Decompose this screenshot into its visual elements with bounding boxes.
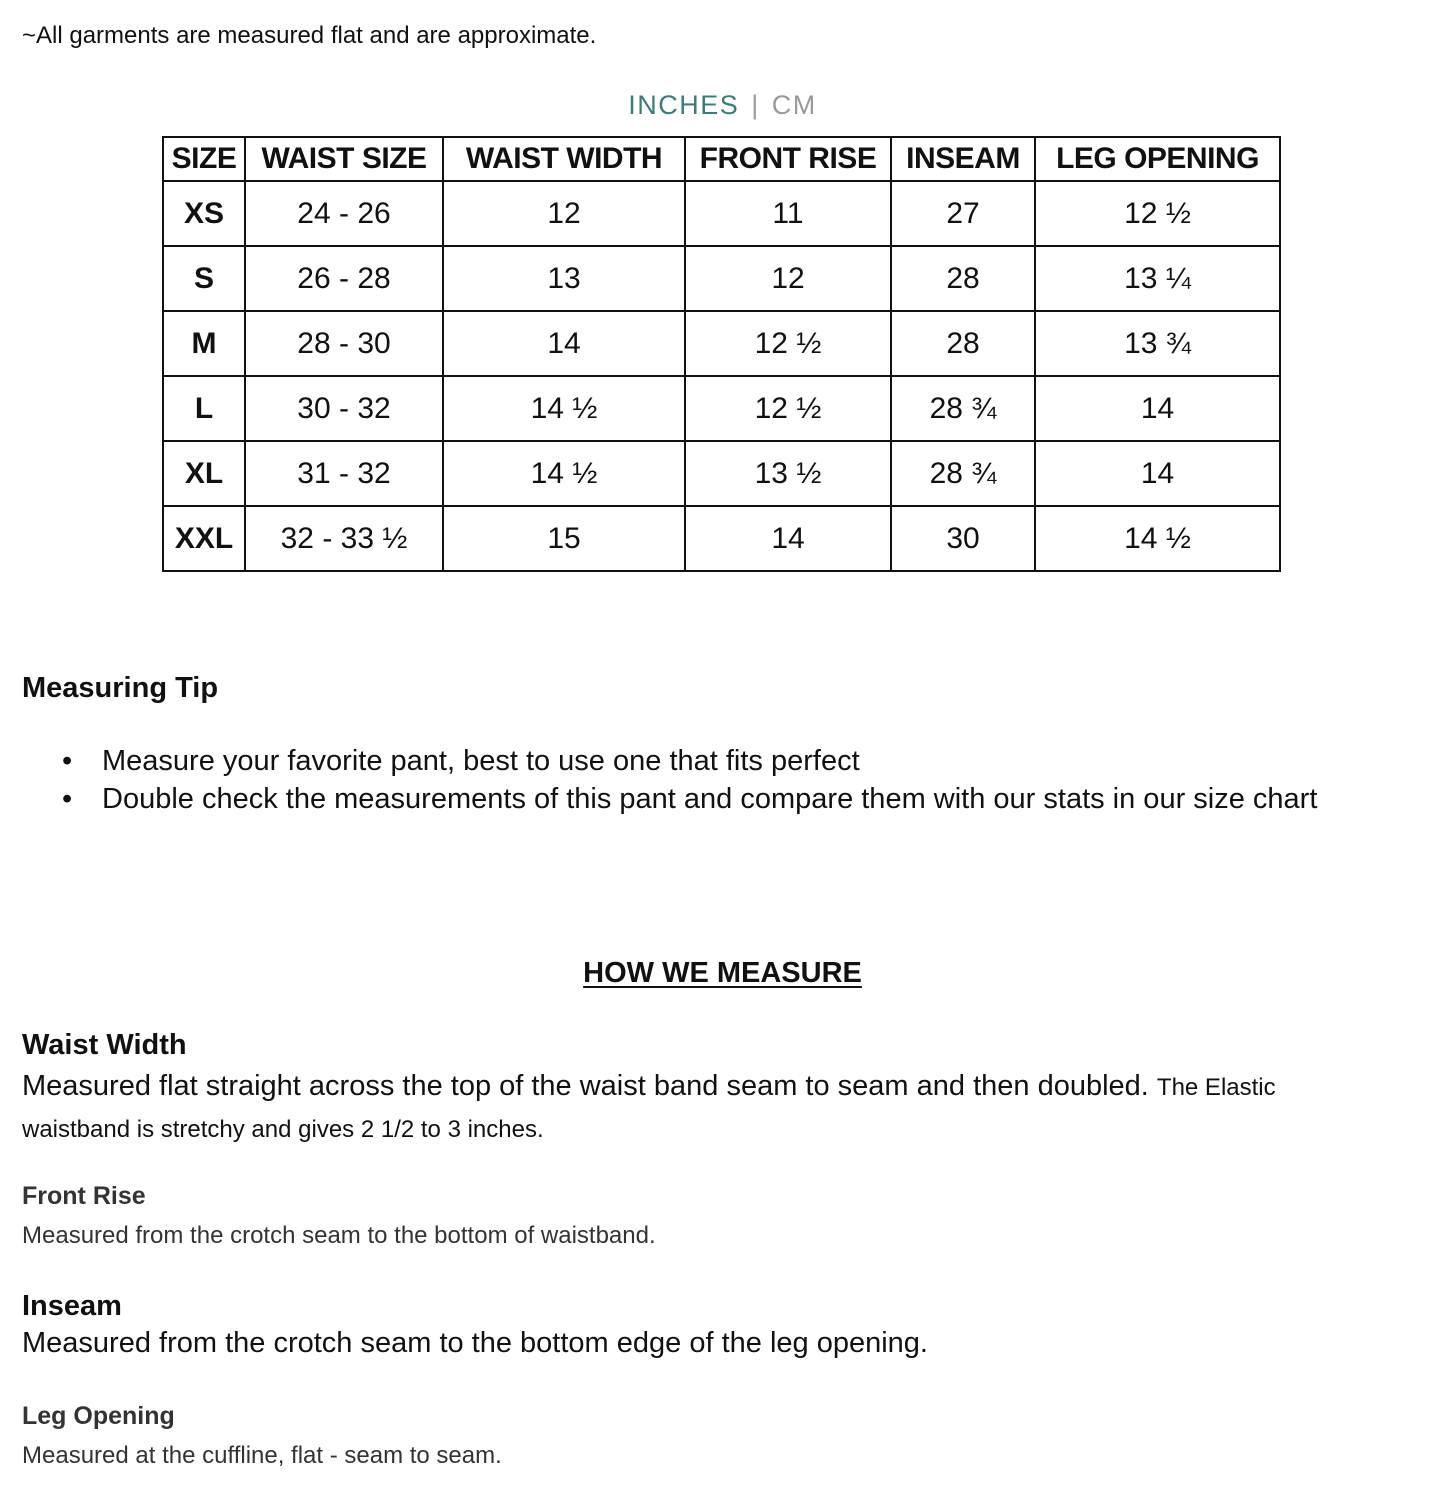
- front-rise-cell: 11: [685, 181, 891, 246]
- unit-separator: |: [751, 90, 760, 120]
- measuring-tip-heading: Measuring Tip: [22, 672, 219, 704]
- waist-width-description: [22, 1066, 1352, 1150]
- unit-inches-tab[interactable]: INCHES: [628, 90, 740, 120]
- leg-opening-cell: 12 ½: [1035, 181, 1280, 246]
- table-row: [163, 246, 1280, 311]
- how-we-measure-heading: HOW WE MEASURE: [583, 957, 862, 989]
- waist-size-cell: 28 - 30: [245, 311, 443, 376]
- waist-size-cell: 24 - 26: [245, 181, 443, 246]
- front-rise-cell: 13 ½: [685, 441, 891, 506]
- inseam-cell: 28: [891, 246, 1035, 311]
- column-header-inseam: INSEAM: [891, 137, 1035, 181]
- bullet-icon: •: [62, 783, 73, 815]
- inseam-cell: 27: [891, 181, 1035, 246]
- table-row: [163, 311, 1280, 376]
- size-cell: L: [163, 376, 245, 441]
- bullet-icon: •: [62, 745, 73, 777]
- unit-cm-tab[interactable]: CM: [771, 90, 817, 120]
- column-header-leg-opening: LEG OPENING: [1035, 137, 1280, 181]
- column-header-waist-size: WAIST SIZE: [245, 137, 443, 181]
- waist-size-cell: 32 - 33 ½: [245, 506, 443, 571]
- inseam-cell: 28 ¾: [891, 376, 1035, 441]
- front-rise-description: Measured from the crotch seam to the bottom of waistband.: [22, 1222, 656, 1249]
- leg-opening-description: Measured at the cuffline, flat - seam to seam.: [22, 1442, 502, 1469]
- table-row: [163, 376, 1280, 441]
- column-header-size: SIZE: [163, 137, 245, 181]
- size-cell: XS: [163, 181, 245, 246]
- front-rise-cell: 12 ½: [685, 376, 891, 441]
- inseam-cell: 30: [891, 506, 1035, 571]
- inseam-cell: 28 ¾: [891, 441, 1035, 506]
- waist-width-cell: 12: [443, 181, 685, 246]
- table-row: [163, 181, 1280, 246]
- list-item: [62, 742, 1317, 780]
- waist-width-cell: 13: [443, 246, 685, 311]
- leg-opening-heading: Leg Opening: [22, 1402, 175, 1430]
- tip-text: Measure your favorite pant, best to use one that fits perfect: [102, 745, 860, 777]
- table-header-row: [163, 137, 1280, 181]
- inseam-cell: 28: [891, 311, 1035, 376]
- front-rise-cell: 12 ½: [685, 311, 891, 376]
- waist-width-cell: 14: [443, 311, 685, 376]
- tip-text: Double check the measurements of this pant and compare them with our stats in our size chart: [102, 783, 1318, 815]
- column-header-waist-width: WAIST WIDTH: [443, 137, 685, 181]
- front-rise-cell: 14: [685, 506, 891, 571]
- size-cell: M: [163, 311, 245, 376]
- measurement-note: ~All garments are measured flat and are approximate.: [22, 22, 597, 49]
- waist-size-cell: 30 - 32: [245, 376, 443, 441]
- size-chart-table: [162, 136, 1281, 572]
- waist-size-cell: 26 - 28: [245, 246, 443, 311]
- leg-opening-cell: 14: [1035, 376, 1280, 441]
- waist-width-elastic-note: The Elastic waistband is stretchy and gives 2 1/2 to 3 inches.: [22, 1074, 1276, 1143]
- waist-size-cell: 31 - 32: [245, 441, 443, 506]
- inseam-description: Measured from the crotch seam to the bottom edge of the leg opening.: [22, 1327, 928, 1359]
- inseam-heading: Inseam: [22, 1290, 122, 1322]
- leg-opening-cell: 13 ¼: [1035, 246, 1280, 311]
- list-item: [62, 780, 1317, 818]
- measuring-tip-list: [62, 742, 1317, 818]
- leg-opening-cell: 14: [1035, 441, 1280, 506]
- front-rise-heading: Front Rise: [22, 1182, 146, 1210]
- waist-width-text: Measured flat straight across the top of the waist band seam to seam and then doubled.: [22, 1070, 1149, 1102]
- front-rise-cell: 12: [685, 246, 891, 311]
- waist-width-cell: 15: [443, 506, 685, 571]
- waist-width-cell: 14 ½: [443, 376, 685, 441]
- table-row: [163, 506, 1280, 571]
- leg-opening-cell: 13 ¾: [1035, 311, 1280, 376]
- size-cell: XXL: [163, 506, 245, 571]
- unit-toggle: [0, 90, 1445, 121]
- waist-width-heading: Waist Width: [22, 1029, 187, 1061]
- leg-opening-cell: 14 ½: [1035, 506, 1280, 571]
- size-cell: S: [163, 246, 245, 311]
- waist-width-cell: 14 ½: [443, 441, 685, 506]
- size-cell: XL: [163, 441, 245, 506]
- table-row: [163, 441, 1280, 506]
- column-header-front-rise: FRONT RISE: [685, 137, 891, 181]
